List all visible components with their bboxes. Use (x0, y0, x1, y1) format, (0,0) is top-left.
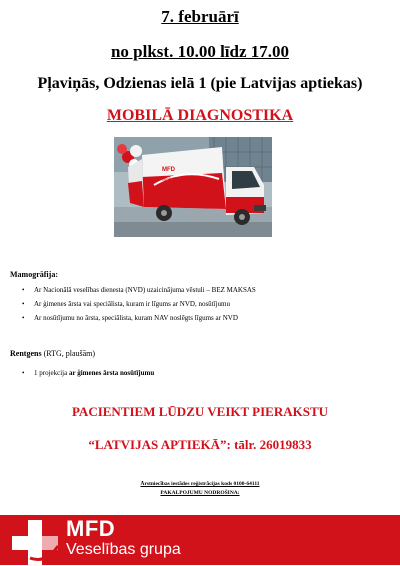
list-item: • Ar nosūtījumu no ārsta, speciālista, kuram NAV noslēgts līgums ar NVD (22, 314, 238, 322)
event-time: no plkst. 10.00 līdz 17.00 (110, 42, 290, 61)
list-item: • 1 projekcija ar ģimenes ārsta nosūtījumu (22, 369, 155, 377)
mammography-title: Mamogrāfija: (10, 270, 58, 279)
event-date: 7. februārī (161, 7, 239, 26)
svg-text:Mobilā diagnostika: Mobilā diagnostika (162, 177, 204, 183)
rentgens-list (22, 370, 154, 384)
mobile-diagnostics-truck-photo (114, 137, 272, 237)
footer-band (0, 515, 400, 565)
list-item: • Ar ģimenes ārsta vai speciālista, kuram ir līgums ar NVD, nosūtījumu (22, 300, 230, 308)
service-provider-label: PAKALPOJUMU NODROŠINA: (160, 490, 240, 496)
bullet-icon: • (22, 286, 25, 294)
rentgens-title: Rentgens (RTG, plaušām) (10, 349, 96, 358)
mammography-list (22, 287, 256, 329)
rentgens-note: (RTG, plaušām) (43, 349, 96, 358)
service-title: MOBILĀ DIAGNOSTIKA (106, 107, 294, 124)
bullet-icon: • (22, 369, 25, 377)
svg-text:MFD: MFD (162, 167, 175, 173)
red-cross-logo-icon (12, 520, 58, 566)
footer-subtitle: Veselības grupa (66, 541, 181, 558)
bullet-icon: • (22, 314, 25, 322)
bullet-icon: • (22, 300, 25, 308)
footer-brand: MFD (66, 516, 116, 541)
registration-code: Ārstniecības iestādes reģistrācijas kods 0100-64111 (140, 481, 260, 487)
appointment-phone: “LATVIJAS APTIEKĀ”: tālr. 26019833 (88, 437, 312, 452)
list-item: • Ar Nacionālā veselības dienesta (NVD) uzaicinājuma vēstuli – BEZ MAKSAS (22, 286, 256, 294)
appointment-instruction: PACIENTIEM LŪDZU VEIKT PIERAKSTU (71, 404, 329, 419)
event-location: Pļaviņās, Odzienas ielā 1 (pie Latvijas aptiekas) (37, 75, 363, 92)
